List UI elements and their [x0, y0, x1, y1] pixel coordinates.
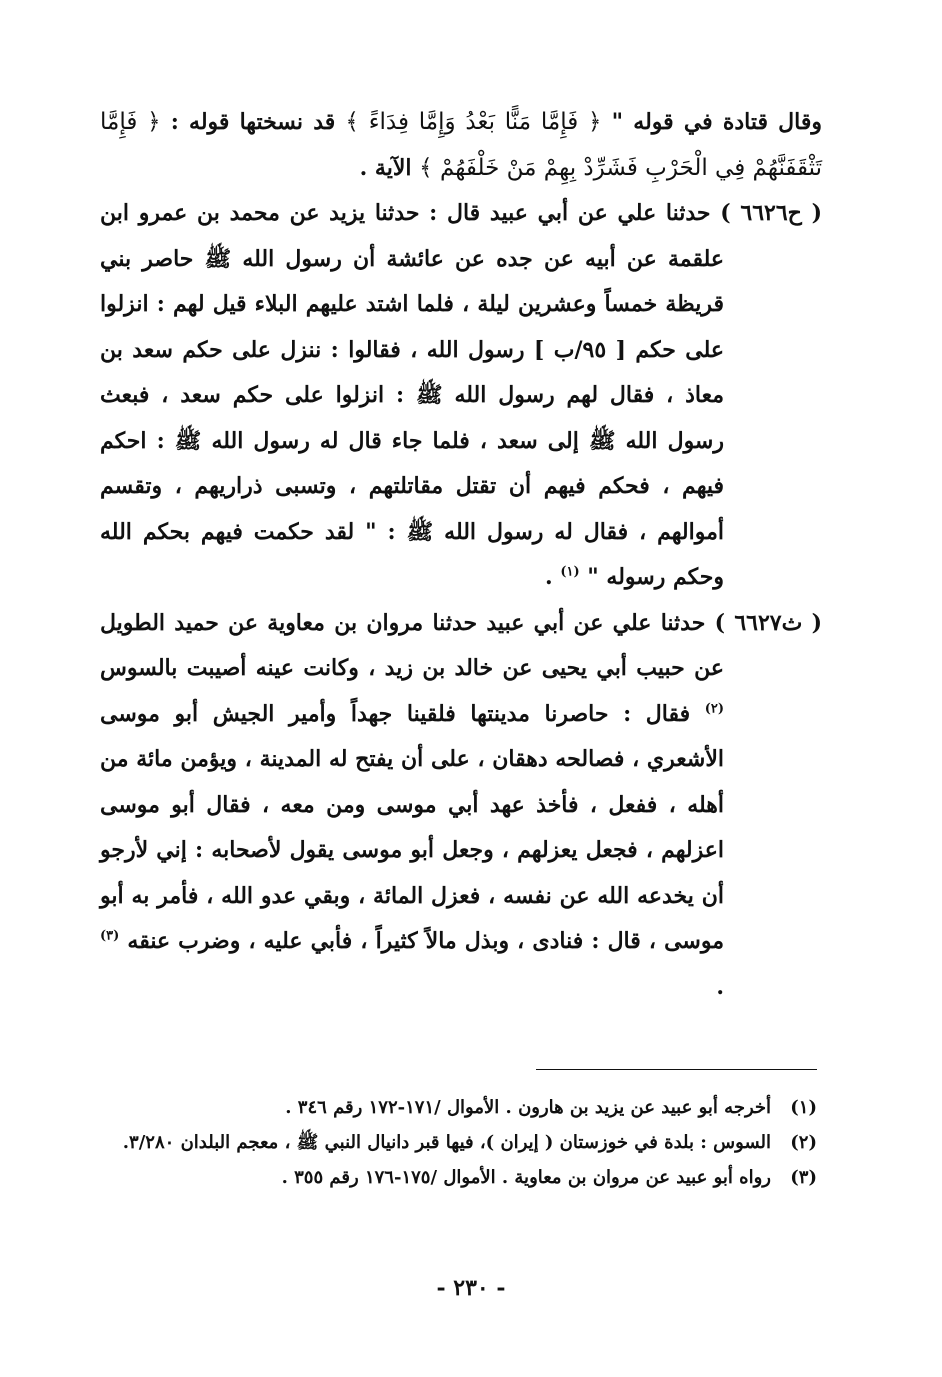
footnote-text: السوس : بلدة في خوزستان ( إيران )، فيها قبر دانيال النبي ﷺ ، معجم البلدان ٣/٢٨٠.	[122, 1132, 771, 1153]
hadith-6627-ref: ( ث٦٦٢٧ )	[714, 609, 822, 636]
footnote-number: (٣)	[790, 1167, 817, 1188]
footnotes	[120, 1090, 817, 1195]
hadith-6626-end: .	[545, 564, 561, 590]
page-number: - ٢٣٠ -	[436, 1275, 506, 1301]
intro-text-1: وقال قتادة في قوله "	[601, 109, 822, 135]
footnote-separator	[536, 1069, 817, 1070]
footnote-number: (٢)	[790, 1132, 817, 1153]
footnote-marker-1: (١)	[560, 564, 580, 580]
footnote-marker-2: (٢)	[704, 701, 724, 717]
footnote-1	[120, 1090, 817, 1125]
footnote-text: أخرجه أبو عبيد عن يزيد بن هارون . الأموال /١٧١-١٧٢ رقم ٣٤٦ .	[285, 1097, 771, 1118]
hadith-6627-text-b: فقال : حاصرنا مدينتها فلقينا جهداً وأمير الجيش أبو موسى الأشعري ، فصالحه دهقان ، على أن يفتح له المدينة ، ويؤمن مائة من أهله ، ففعل ، فأخذ عهد أبي موسى ومن معه ، فقال أبو موسى اعزلهم ، فجعل يعزلهم ، وجعل أبو موسى يقول لأصحابه : إني لأرجو أن يخدعه الله عن نفسه ، فعزل المائة ، وبقي عدو الله ، فأمر به أبو موسى ، قال : فنادى ، وبذل مالاً كثيراً ، فأبي عليه ، وضرب عنقه	[100, 700, 724, 954]
footnote-text: رواه أبو عبيد عن مروان بن معاوية . الأموال /١٧٥-١٧٦ رقم ٣٥٥ .	[281, 1167, 771, 1188]
footnote-3	[120, 1160, 817, 1195]
footnote-number: (١)	[790, 1097, 817, 1118]
intro-paragraph	[100, 100, 822, 191]
intro-text-2: قد نسختها قوله :	[160, 109, 346, 135]
intro-text-3: الآية .	[359, 154, 420, 181]
footnote-marker-3: (٣)	[100, 928, 120, 944]
hadith-6627-text-a: حدثنا علي عن أبي عبيد حدثنا مروان بن معاوية عن حميد الطويل عن حبيب أبي يحيى عن خالد بن زيد ، وكانت عينه أصيبت بالسوس	[100, 609, 724, 681]
main-text	[100, 100, 822, 1010]
footnote-2	[120, 1125, 817, 1160]
hadith-6627-end: .	[716, 973, 724, 1000]
quran-quote-2: ﴿ فَإِمَّا تَثْقَفَنَّهُمْ فِي الْحَرْبِ فَشَرِّدْ بِهِمْ مَنْ خَلْفَهُمْ ﴾	[100, 109, 822, 181]
hadith-6626-text: حدثنا علي عن أبي عبيد قال : حدثنا يزيد عن محمد بن عمرو ابن علقمة عن أبيه عن جده عن عائشة أن رسول الله ﷺ حاصر بني قريظة خمساً وعشرين ليلة ، فلما اشتد عليهم البلاء قيل لهم : انزلوا على حكم [ ٩٥/ب ] رسول الله ، فقالوا : ننزل على حكم سعد بن معاذ ، فقال لهم رسول الله ﷺ : انزلوا على حكم سعد ، فبعث رسول الله ﷺ إلى سعد ، فلما جاء قال له رسول الله ﷺ : احكم فيهم ، فحكم فيهم أن تقتل مقاتلتهم ، وتسبى ذراريهم ، وتقسم أموالهم ، فقال له رسول الله ﷺ : " لقد حكمت فيهم بحكم الله وحكم رسوله "	[100, 200, 724, 590]
hadith-6626-paragraph	[100, 191, 822, 601]
hadith-6627-paragraph	[100, 601, 822, 1011]
quran-quote-1: ﴿ فَإِمَّا مَنًّا بَعْدُ وَإِمَّا فِدَاءً ﴾	[345, 109, 602, 135]
hadith-6626-ref: ( ح٦٦٢٦ )	[720, 200, 822, 226]
